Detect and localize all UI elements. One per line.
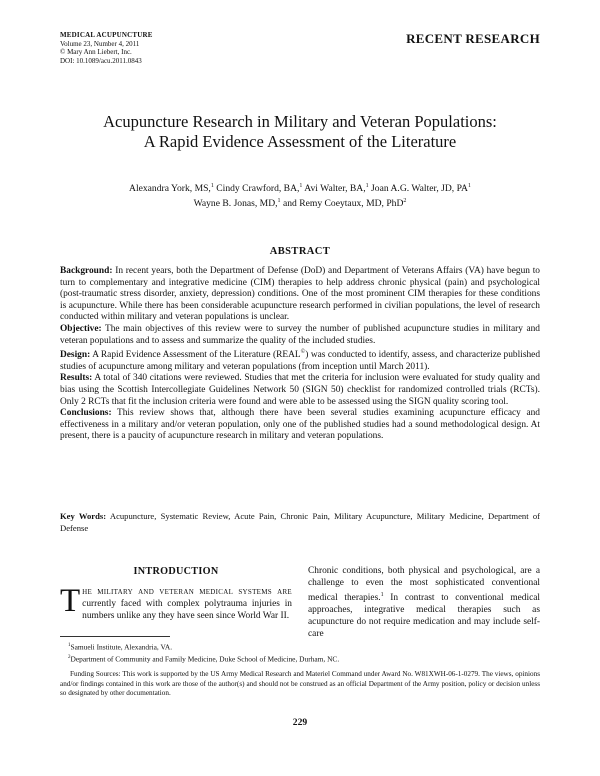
- author-name: Wayne B. Jonas, MD,: [193, 198, 278, 210]
- journal-header: [60, 31, 153, 65]
- abstract-text: A Rapid Evidence Assessment of the Literature (REAL: [92, 350, 301, 361]
- title-line-1: Acupuncture Research in Military and Veteran Populations:: [103, 112, 497, 131]
- affiliation-item: [68, 641, 339, 653]
- abstract-label: Results:: [60, 373, 93, 384]
- affil-mark: 1: [68, 643, 71, 648]
- footnote-divider: [60, 636, 170, 637]
- intro-text: In contrast to conventional medical approaches, integrative medical therapies such as acupuncture do not require medication and may include self-care: [308, 592, 541, 639]
- author-affil-mark: 1: [277, 198, 281, 205]
- journal-copyright: © Mary Ann Liebert, Inc.: [60, 48, 132, 57]
- keywords: [60, 511, 540, 535]
- author-name: and Remy Coeytaux, MD, PhD: [282, 198, 404, 210]
- author-affil-mark: 2: [403, 198, 407, 205]
- intro-smallcaps: he military and veteran medical systems are: [82, 586, 292, 597]
- abstract-text: In recent years, both the Department of Defense (DoD) and Department of Veterans Affairs (VA) have begun to turn to complementary and integrative medicine (CIM) therapies to help address chronic physical (pain) and psychological (post-traumatic stress disorder, anxiety, depression) conditions. One of the most prominent CIM therapies for these conditions is acupuncture. While there has been considerable acupuncture research performed in civilian populations, the level of research conducted within military and veteran populations is unclear.: [60, 266, 540, 323]
- abstract-text: This review shows that, although there have been several studies examining acupuncture efficacy and effectiveness in a military and/or veteran population, only one of the published studies had a sound methodological design. At present, there is a paucity of acupuncture research in military and veteran populations.: [60, 408, 540, 442]
- author-line-2: [0, 195, 600, 210]
- title-line-2: A Rapid Evidence Assessment of the Literature: [143, 132, 457, 151]
- introduction-heading: INTRODUCTION: [133, 566, 219, 577]
- journal-doi: DOI: 10.1089/acu.2011.0843: [60, 56, 142, 65]
- funding-note: Funding Sources: This work is supported by the US Army Medical Research and Materiel Command under Award No. W81XWH-06-1-0279. The views, opinions and/or findings contained in this work are those of the author(s) and should not be construed as an official Department of the Army position, policy or decision unless so designated by other documentation.: [60, 670, 540, 698]
- author-line-1: [0, 180, 600, 195]
- abstract-label: Design:: [60, 350, 91, 361]
- drop-cap: T: [60, 582, 81, 619]
- abstract-label: Objective:: [60, 323, 102, 334]
- abstract-text: ) was conducted to identify, assess, and characterize published studies of acupuncture among military and veteran populations (from inception until March 2011).: [60, 350, 541, 372]
- affiliation-item: [68, 653, 339, 665]
- page-number: 229: [292, 717, 308, 728]
- affil-text: Department of Community and Family Medicine, Duke School of Medicine, Durham, NC.: [70, 654, 340, 664]
- author-affil-mark: 1: [299, 183, 303, 189]
- author-list: [0, 180, 600, 210]
- affil-text: Samueli Institute, Alexandria, VA.: [70, 642, 173, 652]
- left-column: [60, 566, 292, 623]
- right-column: [308, 566, 540, 641]
- abstract-results: [60, 373, 540, 408]
- keywords-text: Acupuncture, Systematic Review, Acute Pain, Chronic Pain, Military Acupuncture, Military Medicine, Department of Defense: [60, 511, 540, 533]
- affiliations: [68, 641, 339, 666]
- author-affil-mark: 1: [467, 183, 471, 189]
- abstract-text: The main objectives of this review were to survey the number of published acupuncture studies in military and veteran populations and to assess and summarize the quality of the included studies.: [60, 323, 540, 346]
- copyright-mark: ©: [300, 349, 306, 356]
- affil-mark: 2: [68, 655, 71, 661]
- article-title: [0, 112, 600, 152]
- intro-text: currently faced with complex polytrauma injuries in numbers unlike any they have seen since World War II.: [82, 598, 292, 621]
- citation-mark: 1: [380, 591, 384, 598]
- abstract-objective: [60, 324, 540, 347]
- abstract-conclusions: [60, 408, 540, 443]
- abstract-label: Background:: [60, 266, 113, 276]
- abstract-design: [60, 347, 540, 373]
- abstract-text: A total of 340 citations were reviewed. Studies that met the criteria for inclusion were evaluated for study quality and bias using the Scottish Intercollegiate Guidelines Network 50 (SIGN 50) checklist for randomized controlled trials (RCTs). Only 2 RCTs that fit the inclusion criteria were found and were able to be assessed using the SIGN quality scoring tool.: [60, 373, 540, 407]
- keywords-label: Key Words:: [60, 511, 107, 521]
- author-name: Joan A.G. Walter, JD, PA: [371, 183, 468, 195]
- author-affil-mark: 1: [365, 183, 369, 189]
- author-name: Avi Walter, BA,: [304, 183, 366, 195]
- abstract-heading: ABSTRACT: [269, 246, 331, 257]
- journal-name: MEDICAL ACUPUNCTURE: [60, 31, 153, 39]
- author-affil-mark: 1: [210, 183, 214, 189]
- author-name: Alexandra York, MS,: [129, 183, 211, 195]
- journal-volume: Volume 23, Number 4, 2011: [60, 39, 140, 48]
- abstract-background: [60, 266, 540, 324]
- abstract-body: [60, 266, 540, 443]
- intro-paragraph: [60, 582, 292, 623]
- abstract-label: Conclusions:: [60, 408, 112, 419]
- intro-text: Chronic conditions, both physical and psychological, are a challenge to even the most sophisticated conventional medical therapies.: [308, 566, 540, 603]
- author-name: Cindy Crawford, BA,: [216, 183, 300, 195]
- section-label: RECENT RESEARCH: [406, 31, 540, 46]
